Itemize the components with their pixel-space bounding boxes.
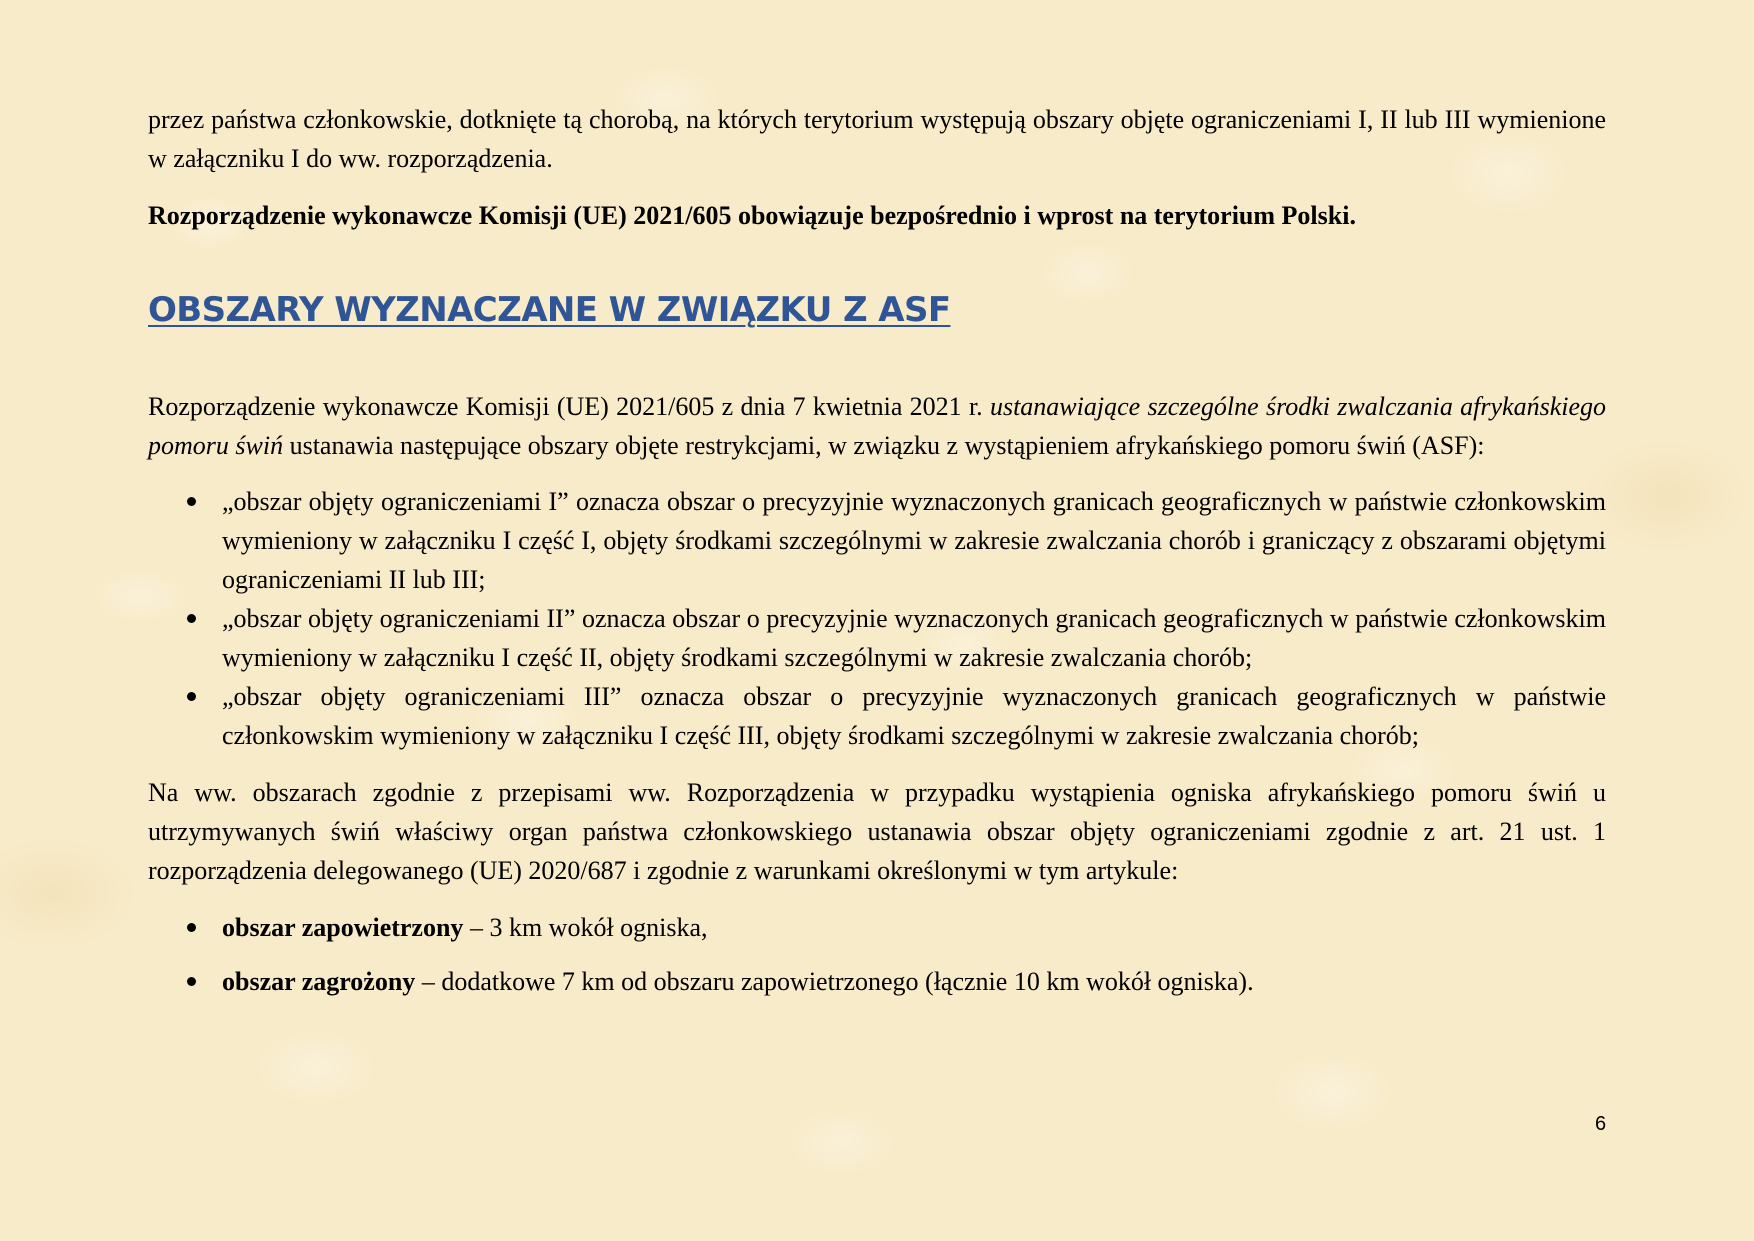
outbreak-paragraph: Na ww. obszarach zgodnie z przepisami ww. Rozporządzenia w przypadku wystąpienia ogniska afrykańskiego pomoru świń u utrzymywanych świń właściwy organ państwa członkowskiego ustanawia obszar objęty ograniczeniami zgodnie z art. 21 ust. 1 rozporządzenia delegowanego (UE) 2020/687 i zgodnie z warunkami określonymi w tym artykule: xyxy=(148,778,1606,885)
list-item-text: „obszar objęty ograniczeniami III” oznacza obszar o precyzyjnie wyznaczonych granicach geograficznych w państwie członkowskim wymieniony w załączniku I część III, objęty środkami szczególnymi w zakresie zwalczania chorób; xyxy=(222,682,1606,750)
list-item xyxy=(148,482,1606,599)
regulation-lead: Rozporządzenie wykonawcze Komisji (UE) 2021/605 z dnia 7 kwietnia 2021 r. xyxy=(148,392,990,421)
list-item-text: „obszar objęty ograniczeniami II” oznacza obszar o precyzyjnie wyznaczonych granicach geograficznych w państwie członkowskim wymieniony w załączniku I część II, objęty środkami szczególnymi w zakresie zwalczania chorób; xyxy=(222,604,1606,672)
document-page xyxy=(148,100,1606,1016)
list-item xyxy=(148,962,1606,1001)
zone-term: obszar zagrożony xyxy=(222,967,416,996)
restriction-zones-list xyxy=(148,482,1606,755)
page-number: 6 xyxy=(1595,1113,1607,1135)
zone-description: – dodatkowe 7 km od obszaru zapowietrzonego (łącznie 10 km wokół ogniska). xyxy=(415,967,1254,996)
bullet-icon xyxy=(187,497,196,506)
intro-paragraph: przez państwa członkowskie, dotknięte tą chorobą, na których terytorium występują obszary objęte ograniczeniami I, II lub III wymienione w załączniku I do ww. rozporządzenia. xyxy=(148,105,1606,173)
list-item-text: „obszar objęty ograniczeniami I” oznacza obszar o precyzyjnie wyznaczonych granicach geograficznych w państwie członkowskim wymieniony w załączniku I część I, objęty środkami szczególnymi w zakresie zwalczania chorób i graniczący z obszarami objętymi ograniczeniami II lub III; xyxy=(222,487,1606,594)
regulation-title: ustanawiające szczególne środki zwalczania afrykańskiego pomoru świń xyxy=(148,392,1607,460)
zone-description: – 3 km wokół ogniska, xyxy=(463,913,708,942)
zone-term: obszar zapowietrzony xyxy=(222,913,464,942)
regulation-paragraph xyxy=(148,387,1606,465)
bullet-icon xyxy=(187,977,196,986)
regulation-tail: ustanawia następujące obszary objęte restrykcjami, w związku z wystąpieniem afrykańskiego pomoru świń (ASF): xyxy=(283,431,1485,460)
list-item xyxy=(148,908,1606,947)
list-item xyxy=(148,677,1606,755)
bullet-icon xyxy=(187,614,196,623)
bullet-icon xyxy=(187,923,196,932)
outbreak-zones-list xyxy=(148,908,1606,1001)
section-heading: OBSZARY WYZNACZANE W ZWIĄZKU Z ASF xyxy=(148,290,951,330)
bullet-icon xyxy=(187,692,196,701)
bold-statement: Rozporządzenie wykonawcze Komisji (UE) 2021/605 obowiązuje bezpośrednio i wprost na terytorium Polski. xyxy=(148,201,1356,230)
list-item xyxy=(148,599,1606,677)
